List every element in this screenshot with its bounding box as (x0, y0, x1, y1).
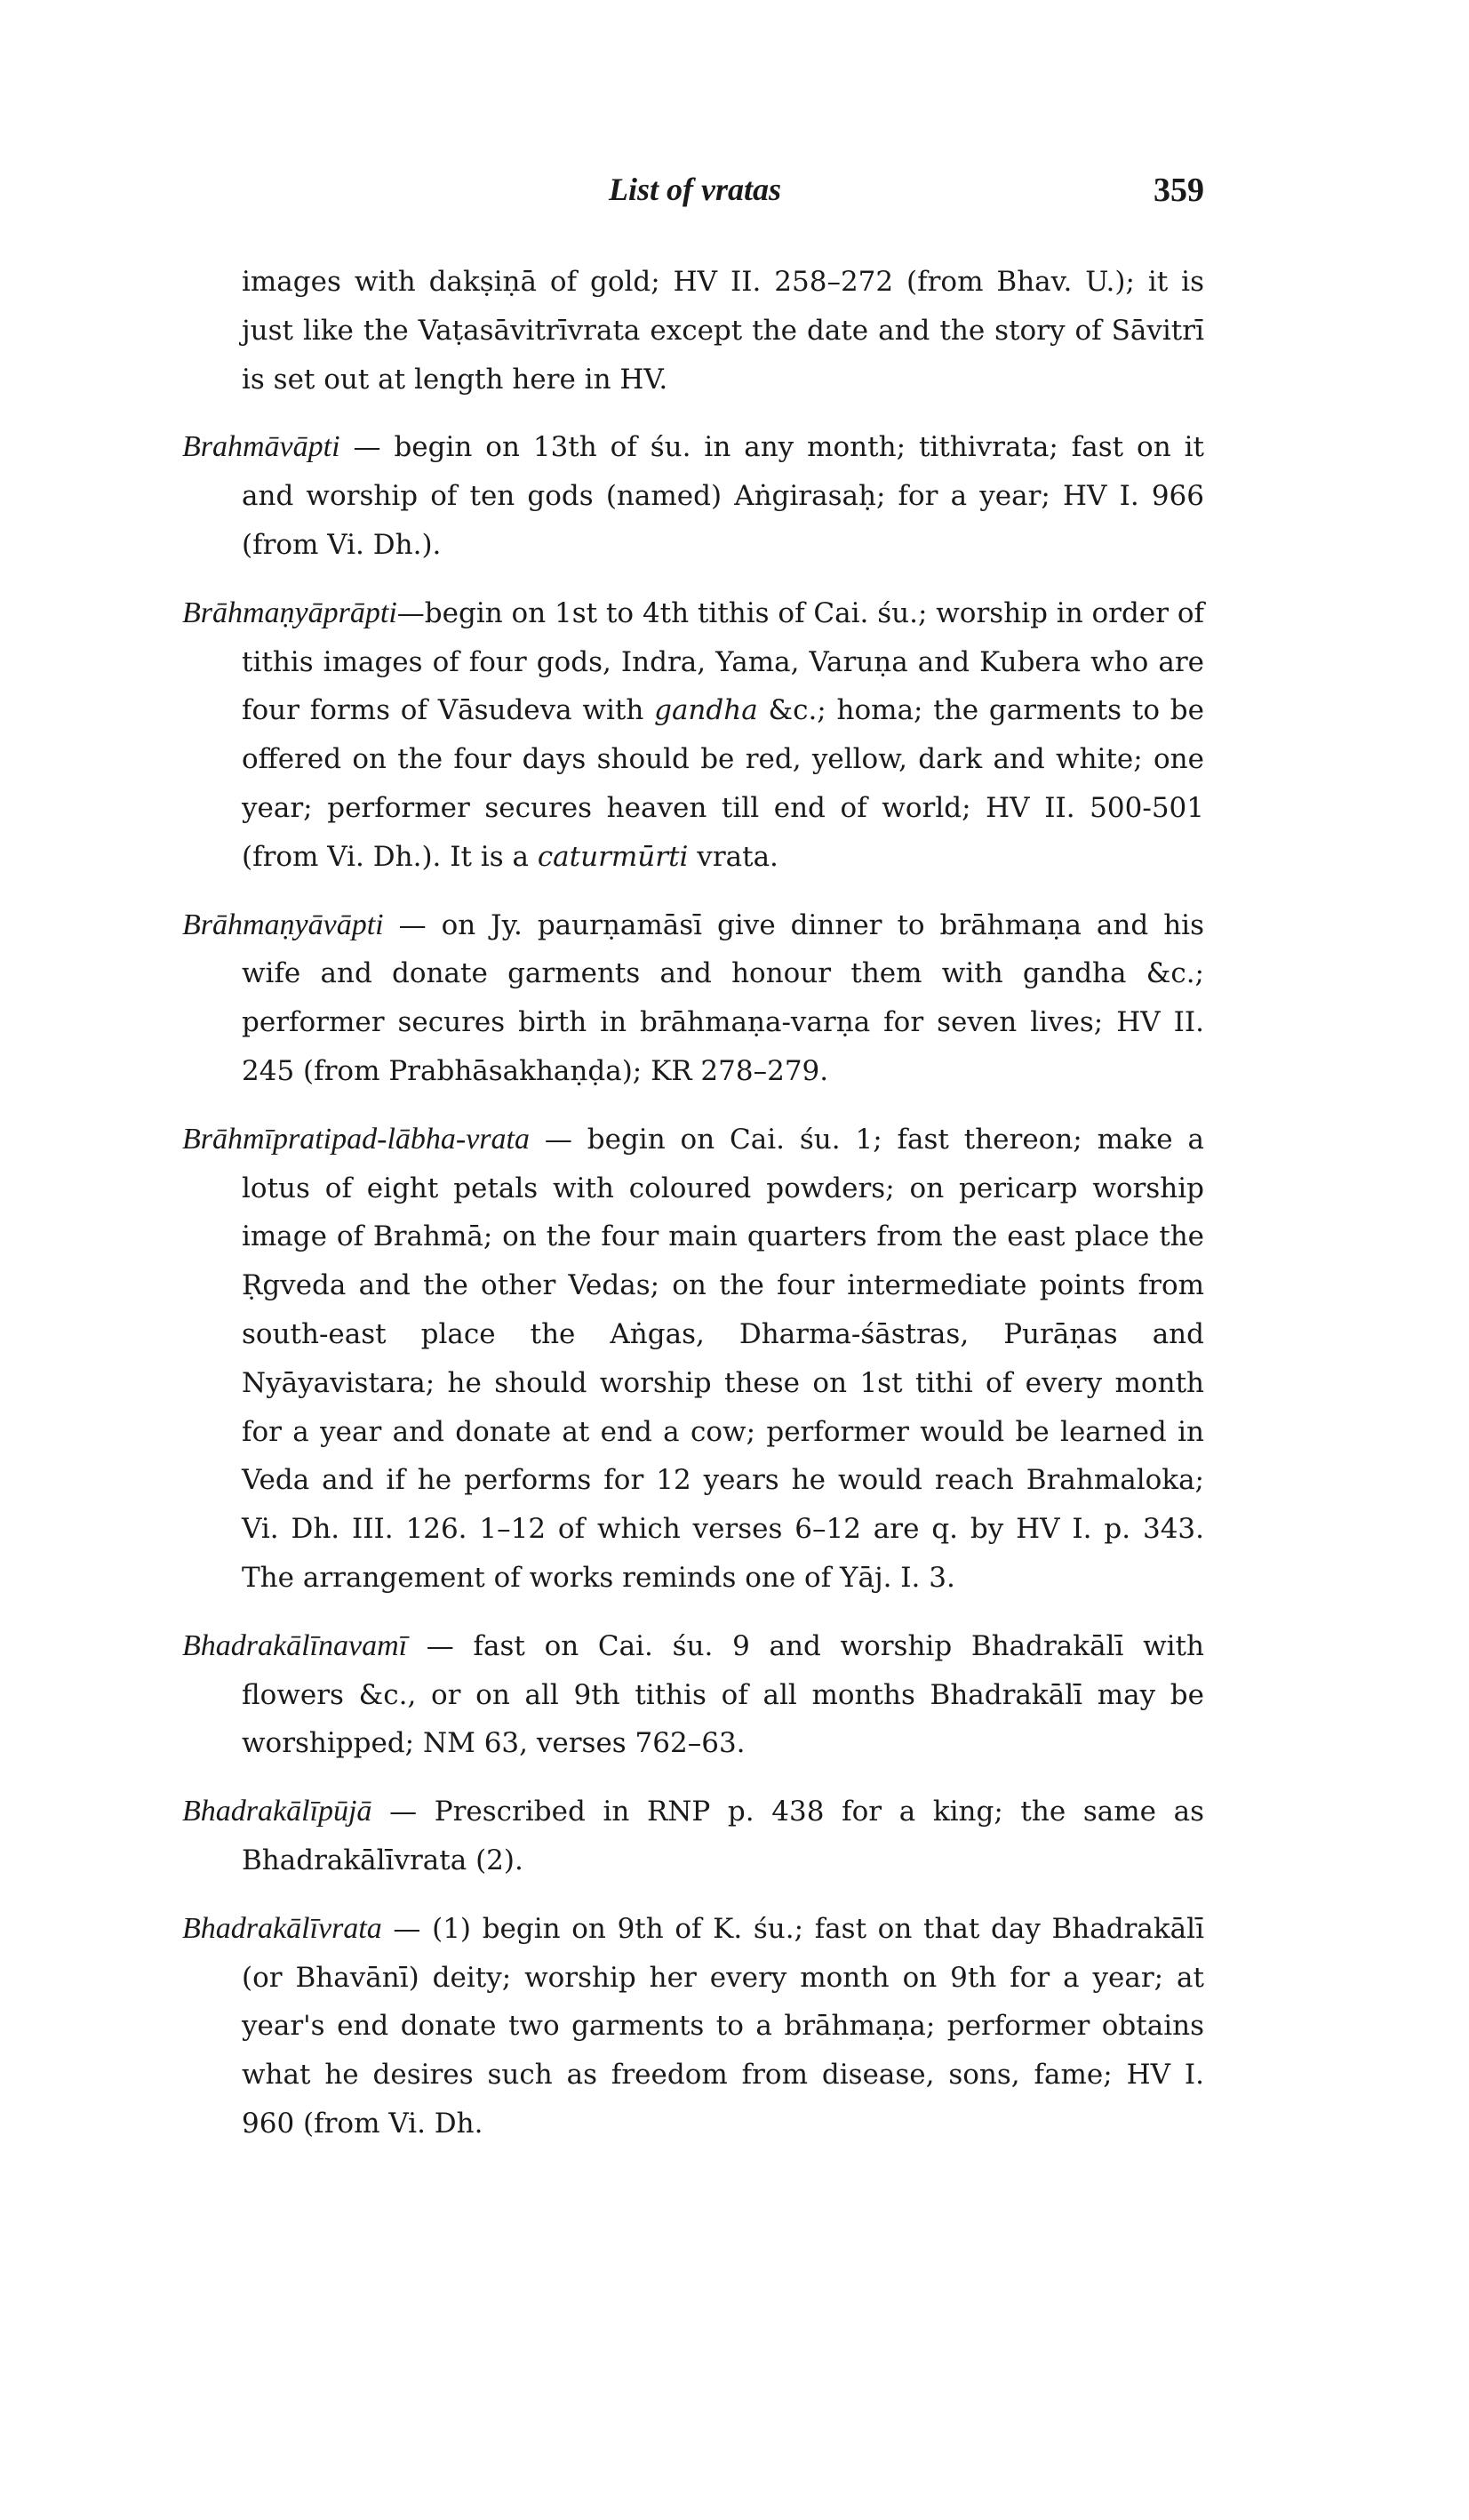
entry-headword: Bhadrakālīnavamī (182, 1628, 408, 1662)
list-item: Brāhmaṇyāprāpti—begin on 1st to 4th tithis of Cai. śu.; worship in order of tithis images of four gods, Indra, Yama, Varuṇa and Kubera who are four forms of Vāsudeva with gandha &c.; homa; the garments to be offered on the four days should be red, yellow, dark and white; one year; performer secures heaven till end of world; HV II. 500-501 (from Vi. Dh.). It is a caturmūrti vrata. (182, 596, 1204, 873)
entry-headword: Bhadrakālīpūjā (182, 1795, 372, 1828)
list-item: Bhadrakālīvrata — (1) begin on 9th of K. śu.; fast on that day Bhadrakālī (or Bhavānī) deity; worship her every month on 9th for a year; at year's end donate two garments to a brāhmaṇa; performer obtains what he desires such as freedom from disease, sons, fame; HV I. 960 (from Vi. Dh. (182, 1911, 1204, 2140)
list-item (182, 258, 1204, 404)
entry-term: caturmūrti (537, 840, 689, 873)
entry-term: gandha (654, 694, 758, 727)
entry-body: fast on Cai. śu. 9 and worship Bhadrakālī with flowers &c., or on all 9th tithis of all months Bhadrakālī may be worshipped; NM 63, verses 762–63. (242, 1629, 1204, 1760)
entry-body: begin on 13th of śu. in any month; tithivrata; fast on it and worship of ten gods (named) Aṅgirasaḥ; for a year; HV I. 966 (from Vi. Dh.). (242, 431, 1204, 561)
entry-headword: Brāhmīpratipad-lābha-vrata (182, 1122, 530, 1156)
list-item: Bhadrakālīnavamī — fast on Cai. śu. 9 and worship Bhadrakālī with flowers &c., or on all 9th tithis of all months Bhadrakālī may be worshipped; NM 63, verses 762–63. (182, 1628, 1204, 1760)
entry-body: (1) begin on 9th of K. śu.; fast on that day Bhadrakālī (or Bhavānī) deity; worship her every month on 9th for a year; at year's end donate two garments to a brāhmaṇa; performer obtains what he desires such as freedom from disease, sons, fame; HV I. 960 (from Vi. Dh. (242, 1912, 1204, 2140)
entry-body: on Jy. paurṇamāsī give dinner to brāhmaṇa and his wife and donate garments and honour them with gandha &c.; performer secures birth in brāhmaṇa-varṇa for seven lives; HV II. 245 (from Prabhāsakhaṇḍa); KR 278–279. (242, 908, 1204, 1087)
entry-headword: Brāhmaṇyāprāpti (182, 596, 397, 629)
entry-headword: Bhadrakālīvrata (182, 1911, 382, 1945)
page-number: 359 (1154, 172, 1204, 209)
page-header (182, 171, 1204, 224)
entry-body: images with dakṣiṇā of gold; HV II. 258–272 (from Bhav. U.); it is just like the Vaṭasāvitrīvrata except the date and the story of Sāvitrī is set out at length here in HV. (242, 266, 1204, 396)
entry-list (182, 258, 1204, 2168)
entry-headword: Brahmāvāpti (182, 430, 340, 464)
list-item: Bhadrakālīpūjā — Prescribed in RNP p. 438 for a king; the same as Bhadrakālīvrata (2). (182, 1795, 1204, 1876)
entry-headword: Brāhmaṇyāvāpti (182, 908, 384, 941)
entry-body: begin on 1st to 4th tithis of Cai. śu.; worship in order of tithis images of four gods, Indra, Yama, Varuṇa and Kubera who are four forms of Vāsudeva with (242, 596, 1204, 727)
list-item: Brāhmīpratipad-lābha-vrata — begin on Cai. śu. 1; fast thereon; make a lotus of eight petals with coloured powders; on pericarp worship image of Brahmā; on the four main quarters from the east place the Ṛgveda and the other Vedas; on the four intermediate points from south-east place the Aṅgas, Dharma-śāstras, Purāṇas and Nyāyavistara; he should worship these on 1st tithi of every month for a year and donate at end a cow; performer would be learned in Veda and if he performs for 12 years he would reach Brahmaloka; Vi. Dh. III. 126. 1–12 of which verses 6–12 are q. by HV I. p. 343. The arrangement of works reminds one of Yāj. I. 3. (182, 1122, 1204, 1594)
list-item: Brahmāvāpti — begin on 13th of śu. in any month; tithivrata; fast on it and worship of ten gods (named) Aṅgirasaḥ; for a year; HV I. 966 (from Vi. Dh.). (182, 430, 1204, 561)
entry-body: vrata. (688, 840, 778, 873)
entry-body: &c.; homa; the garments to be offered on the four days should be red, yellow, dark and white; one year; performer secures heaven till end of world; HV II. 500-501 (from Vi. Dh.). It is a (242, 694, 1204, 873)
running-head: List of vratas (609, 172, 781, 207)
entry-body: Prescribed in RNP p. 438 for a king; the same as Bhadrakālīvrata (2). (242, 1796, 1204, 1876)
list-item: Brāhmaṇyāvāpti — on Jy. paurṇamāsī give dinner to brāhmaṇa and his wife and donate garments and honour them with gandha &c.; performer secures birth in brāhmaṇa-varṇa for seven lives; HV II. 245 (from Prabhāsakhaṇḍa); KR 278–279. (182, 908, 1204, 1087)
entry-body: begin on Cai. śu. 1; fast thereon; make a lotus of eight petals with coloured powders; on pericarp worship image of Brahmā; on the four main quarters from the east place the Ṛgveda and the other Vedas; on the four intermediate points from south-east place the Aṅgas, Dharma-śāstras, Purāṇas and Nyāyavistara; he should worship these on 1st tithi of every month for a year and donate at end a cow; performer would be learned in Veda and if he performs for 12 years he would reach Brahmaloka; Vi. Dh. III. 126. 1–12 of which verses 6–12 are q. by HV I. p. 343. The arrangement of works reminds one of Yāj. I. 3. (242, 1123, 1204, 1594)
